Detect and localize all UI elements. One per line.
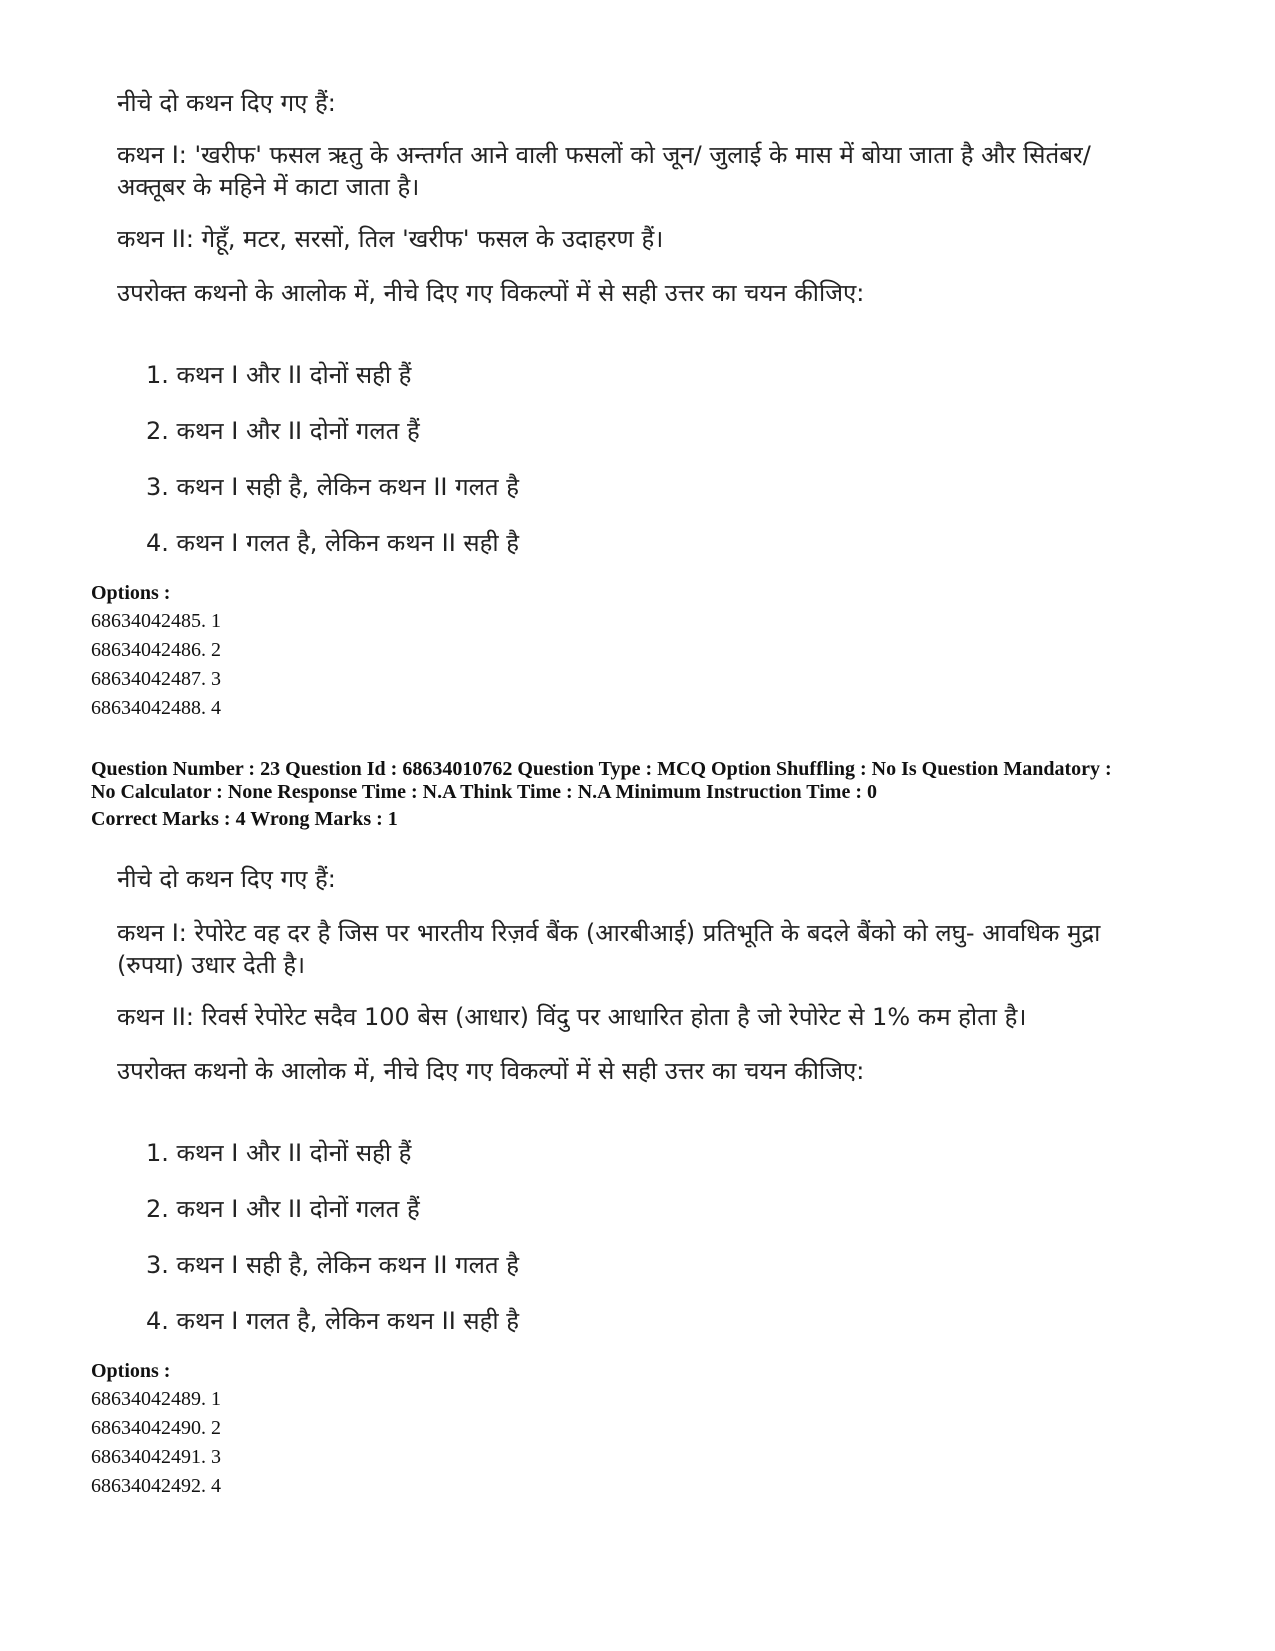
block1-choice-2: 2. कथन I और II दोनों गलत हैं [146,417,420,445]
block1-option-id-1: 68634042485. 1 [91,610,221,632]
q23-option-id-2: 68634042490. 2 [91,1417,221,1439]
q23-intro: नीचे दो कथन दिए गए हैं: [117,865,336,893]
q23-meta-line1: Question Number : 23 Question Id : 68634010762 Question Type : MCQ Option Shuffling : No Is Question Mandatory : [91,758,1112,780]
q23-option-id-3: 68634042491. 3 [91,1446,221,1468]
block1-intro: नीचे दो कथन दिए गए हैं: [117,89,336,117]
block1-choice-3: 3. कथन I सही है, लेकिन कथन II गलत है [146,473,519,501]
q23-choice-2: 2. कथन I और II दोनों गलत हैं [146,1195,420,1223]
q23-statement1-line2: (रुपया) उधार देती है। [117,951,306,979]
q23-choice-3: 3. कथन I सही है, लेकिन कथन II गलत है [146,1251,519,1279]
q23-marks: Correct Marks : 4 Wrong Marks : 1 [91,808,398,830]
q23-statement1-line1: कथन I: रेपोरेट वह दर है जिस पर भारतीय रिज़र्व बैंक (आरबीआई) प्रतिभूति के बदले बैंको को लघु- आवधिक मुद्रा [117,919,1101,947]
block1-choice-1: 1. कथन I और II दोनों सही हैं [146,361,412,389]
block1-instruction: उपरोक्त कथनो के आलोक में, नीचे दिए गए विकल्पों में से सही उत्तर का चयन कीजिए: [117,279,865,307]
q23-options-label: Options : [91,1360,171,1382]
q23-statement2: कथन II: रिवर्स रेपोरेट सदैव 100 बेस (आधार) विंदु पर आधारित होता है जो रेपोरेट से 1% कम होता है। [117,1003,1027,1031]
q23-choice-1: 1. कथन I और II दोनों सही हैं [146,1139,412,1167]
q23-instruction: उपरोक्त कथनो के आलोक में, नीचे दिए गए विकल्पों में से सही उत्तर का चयन कीजिए: [117,1057,865,1085]
block1-options-label: Options : [91,582,171,604]
block1-choice-4: 4. कथन I गलत है, लेकिन कथन II सही है [146,529,519,557]
block1-option-id-2: 68634042486. 2 [91,639,221,661]
block1-statement1-line1: कथन I: 'खरीफ' फसल ऋतु के अन्तर्गत आने वाली फसलों को जून/ जुलाई के मास में बोया जाता है और सितंबर/ [117,141,1091,169]
block1-statement1-line2: अक्तूबर के महिने में काटा जाता है। [117,173,420,201]
block1-option-id-3: 68634042487. 3 [91,668,221,690]
block1-statement2: कथन II: गेहूँ, मटर, सरसों, तिल 'खरीफ' फसल के उदाहरण हैं। [117,225,664,253]
q23-choice-4: 4. कथन I गलत है, लेकिन कथन II सही है [146,1307,519,1335]
block1-option-id-4: 68634042488. 4 [91,697,221,719]
q23-option-id-1: 68634042489. 1 [91,1388,221,1410]
q23-meta-line2: No Calculator : None Response Time : N.A Think Time : N.A Minimum Instruction Time : 0 [91,781,877,803]
q23-option-id-4: 68634042492. 4 [91,1475,221,1497]
